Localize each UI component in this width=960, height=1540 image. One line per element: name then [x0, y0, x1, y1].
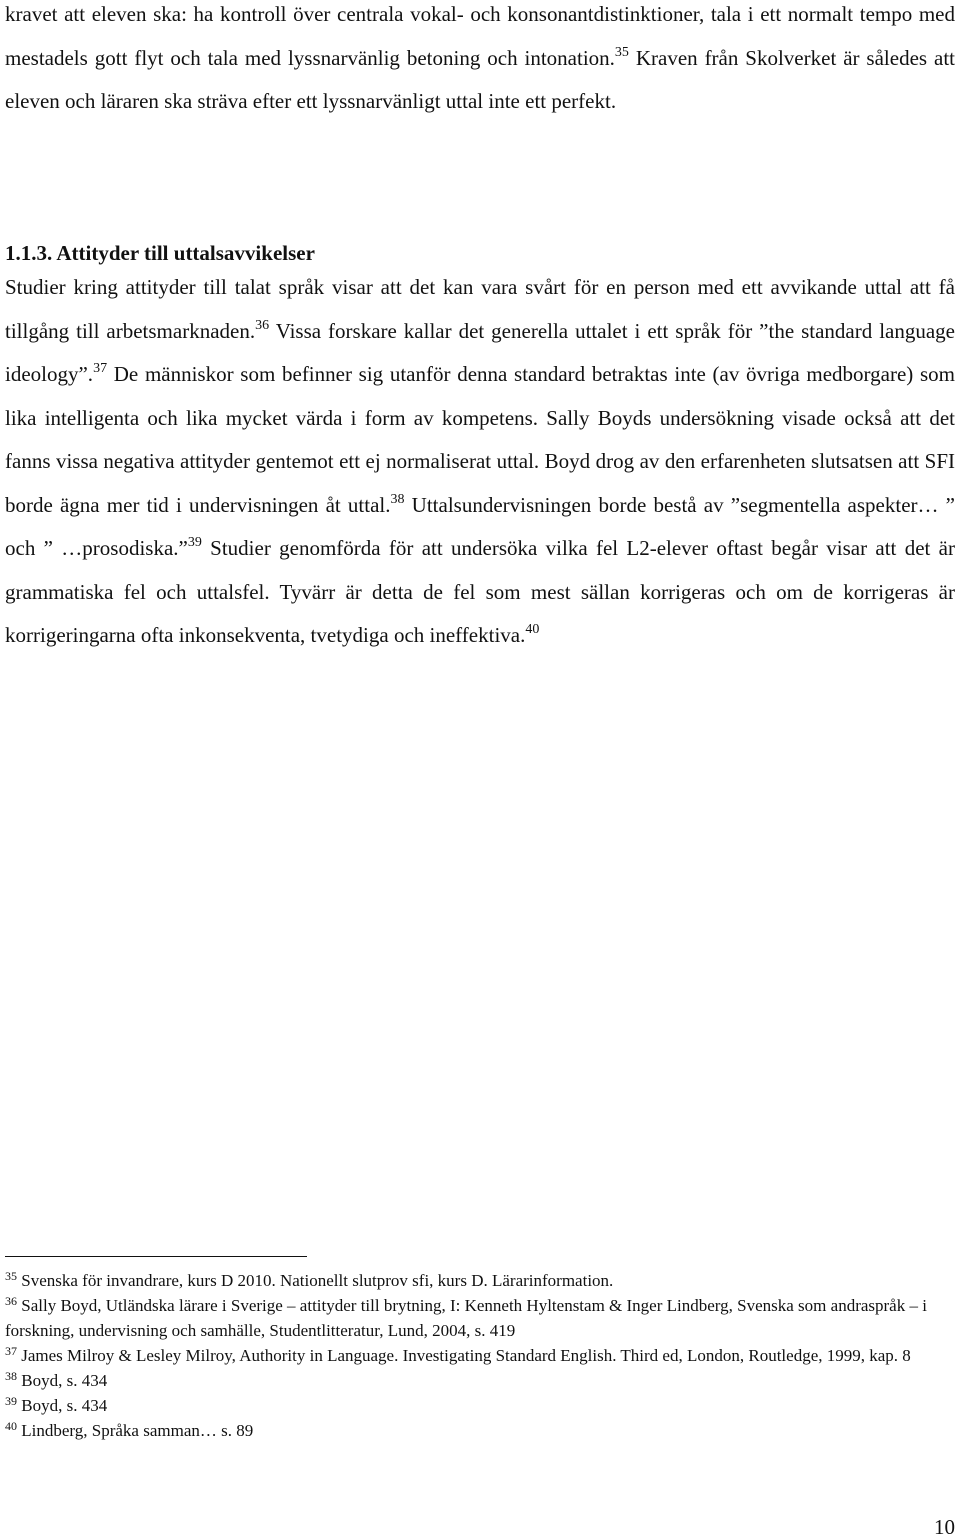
footnote-text: Boyd, s. 434 — [17, 1371, 108, 1390]
paragraph-text: kravet att eleven ska: ha kontroll över centrala vokal- och konsonantdistinktioner, tala i ett normalt tempo med mestadels gott flyt och tala med lyssnarvänlig betoning och intonation. — [5, 2, 955, 70]
footnote-number: 37 — [5, 1344, 17, 1358]
footnote-ref-35[interactable]: 35 — [614, 44, 629, 60]
footnote-separator — [5, 1256, 307, 1257]
footnote-40 — [5, 1418, 955, 1443]
footnote-ref-39[interactable]: 39 — [187, 535, 202, 550]
body-paragraph-1 — [5, 0, 955, 124]
footnote-text: James Milroy & Lesley Milroy, Authority in Language. Investigating Standard English. Third ed, London, Routledge, 1999, kap. 8 — [17, 1346, 911, 1365]
footnote-number: 39 — [5, 1394, 17, 1408]
paragraph-text: De människor som befinner sig utanför denna standard betraktas inte (av övriga medborgare) som lika intelligenta och lika mycket värda i form av kompetens. Sally Boyds undersökning visade också att det fanns vissa negativa attityder gentemot ett ej normaliserat uttal. Boyd drog av den erfarenheten slutsatsen att SFI borde ägna mer tid i undervisningen åt uttal. — [5, 362, 955, 517]
footnote-38 — [5, 1368, 955, 1393]
paragraph-text: Studier kring attityder till talat språk visar att det kan vara svårt för en person med ett avvikande uttal att få tillgång till arbetsmarknaden. — [5, 275, 955, 343]
footnote-ref-38[interactable]: 38 — [390, 491, 405, 507]
footnote-text: Boyd, s. 434 — [17, 1396, 108, 1415]
footnote-text: Lindberg, Språka samman… s. 89 — [17, 1421, 254, 1440]
footnote-text: Sally Boyd, Utländska lärare i Sverige – attityder till brytning, I: Kenneth Hyltenstam & Inger Lindberg, Svenska som andraspråk – i forskning, undervisning och samhälle, Studentlitteratur, Lund, 2004, s. 419 — [5, 1296, 927, 1340]
footnote-35 — [5, 1268, 955, 1293]
page-number: 10 — [934, 1515, 955, 1539]
section-heading: 1.1.3. Attityder till uttalsavvikelser — [5, 241, 315, 265]
footnote-number: 40 — [5, 1419, 17, 1433]
footnote-number: 38 — [5, 1369, 17, 1383]
footnote-36 — [5, 1293, 955, 1343]
footnote-ref-36[interactable]: 36 — [255, 317, 270, 333]
footnote-number: 36 — [5, 1294, 17, 1308]
footnotes — [5, 1268, 955, 1443]
body-paragraph-2 — [5, 266, 955, 658]
footnote-text: Svenska för invandrare, kurs D 2010. Nationellt slutprov sfi, kurs D. Lärarinformation. — [17, 1271, 614, 1290]
footnote-ref-37[interactable]: 37 — [93, 361, 108, 376]
footnote-39 — [5, 1393, 955, 1418]
paragraph-text: Kraven från Skolverket är således att eleven och läraren ska sträva efter ett lyssnarvänligt uttal inte ett perfekt. — [5, 45, 955, 113]
paragraph-text: Vissa forskare kallar det generella uttalet i ett språk för ”the standard language ideology”. — [5, 318, 955, 386]
paragraph-text: Uttalsundervisningen borde bestå av ”segmentella aspekter… ” och ” …prosodiska.” — [5, 492, 955, 560]
footnote-37 — [5, 1343, 955, 1368]
footnote-ref-40[interactable]: 40 — [525, 622, 540, 637]
paragraph-text: Studier genomförda för att undersöka vilka fel L2-elever oftast begår visar att det är grammatiska fel och uttalsfel. Tyvärr är detta de fel som mest sällan korrigeras och om de korrigeras är korrigeringarna ofta inkonsekventa, tvetydiga och ineffektiva. — [5, 536, 955, 647]
footnote-number: 35 — [5, 1269, 17, 1283]
